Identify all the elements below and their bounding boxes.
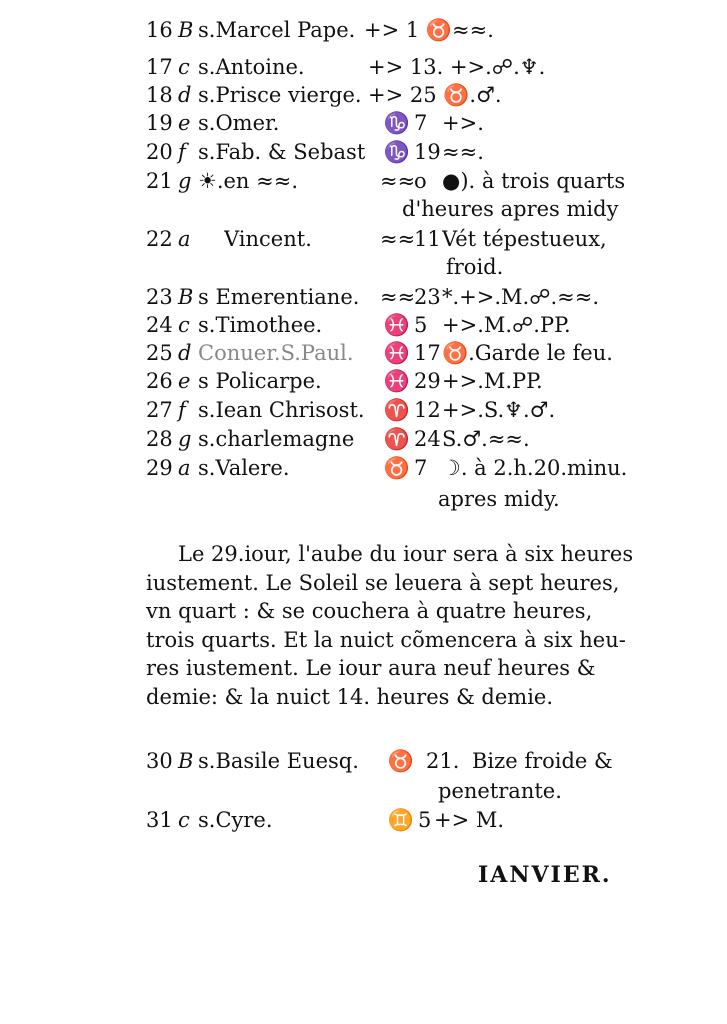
saint-name: s.Basile Euesq. [198,749,359,773]
calendar-row [146,453,666,483]
day-number: 26 [146,369,173,393]
degree: 5 [414,313,428,337]
saint-name: s Policarpe. [198,369,322,393]
calendar-row [146,424,666,454]
zodiac-sign: ≈≈ [380,285,416,309]
degree: 24 [414,427,441,451]
dominical-letter: d [178,83,192,107]
degree: 11 [414,227,441,251]
aspects: +>. [442,111,484,135]
saint-name: s.Prisce vierge. [198,83,362,107]
calendar-row [146,137,666,167]
calendar-row [146,366,666,396]
row-29-continuation: apres midy. [438,487,560,511]
row-30-continuation: penetrante. [438,779,562,803]
calendar-row [146,224,666,254]
saint-name: s.charlemagne [198,427,355,451]
calendar-row [146,746,666,776]
degree: 5 [418,808,432,832]
degree: 7 [414,111,428,135]
row-22-continuation: froid. [446,255,504,279]
dominical-letter: g [178,169,192,193]
zodiac-sign: ♉ [383,456,411,480]
dominical-letter: e [178,369,191,393]
aspects: S.♂.≈≈. [442,427,530,451]
degree: 17 [414,341,441,365]
day-number: 23 [146,285,173,309]
zodiac-sign: ♉ [387,749,415,773]
zodiac-sign: ♊ [387,808,415,832]
day-number: 28 [146,427,173,451]
aspects: ●). à trois quarts [442,169,626,193]
paragraph-line: Le 29.iour, l'aube du iour sera à six heures [178,542,634,566]
saint-name: ☀.en ≈≈. [198,169,298,193]
aspects: ≈≈. [442,140,484,164]
paragraph-line: iustement. Le Soleil se leuera à sept heures, [146,570,620,595]
zodiac-sign: ≈≈ [380,227,416,251]
aspects: +> 13. +>.☍.♆. [368,55,546,79]
aspects: Bize froide & [472,749,613,773]
dominical-letter: B [178,285,194,309]
degree: 23 [414,285,441,309]
dominical-letter: g [178,427,192,451]
aspects: +> 25 ♉.♂. [368,83,502,107]
zodiac-sign: ≈≈ [380,169,416,193]
saint-name: s Emerentiane. [198,285,360,309]
dominical-letter: B [178,749,194,773]
aspects: +> 1 ♉≈≈. [364,18,494,42]
degree: 21. [426,749,460,773]
zodiac-sign: ♈ [383,427,411,451]
saint-name: s.Iean Chrisost. [198,398,365,422]
calendar-row [146,805,666,835]
dominical-letter: c [178,808,190,832]
month-footer: IANVIER. [478,862,612,888]
aspects: ☽. à 2.h.20.minu. [442,456,628,480]
saint-name: s.Antoine. [198,55,305,79]
calendar-row [146,282,666,312]
zodiac-sign: ♑ [383,111,411,135]
dominical-letter: c [178,55,190,79]
row-21-continuation: d'heures apres midy [402,197,619,221]
dominical-letter: e [178,111,191,135]
zodiac-sign: ♈ [383,398,411,422]
aspects: +> M. [434,808,505,832]
saint-name: s.Fab. & Sebast [198,140,366,164]
degree: o [414,169,427,193]
saint-name: s.Valere. [198,456,290,480]
day-number: 31 [146,808,173,832]
aspects: Vét tépestueux, [442,227,607,251]
aspects: ♉.Garde le feu. [442,341,613,365]
degree: 12 [414,398,441,422]
day-number: 18 [146,83,173,107]
aspects: *.+>.M.☍.≈≈. [442,285,600,309]
aspects: +>.S.♆.♂. [442,398,556,422]
dominical-letter: B [178,18,194,42]
day-number: 25 [146,341,173,365]
degree: 29 [414,369,441,393]
calendar-row [146,52,666,82]
zodiac-sign: ♓ [383,369,411,393]
zodiac-sign: ♓ [383,341,411,365]
paragraph-line: trois quarts. Et la nuict cõmencera à six heu- [146,627,626,652]
calendar-row [146,338,666,368]
saint-name: s.Cyre. [198,808,273,832]
day-number: 17 [146,55,173,79]
degree: 7 [414,456,428,480]
aspects: +>.M.☍.PP. [442,313,571,337]
day-number: 21 [146,169,173,193]
aspects: +>.M.PP. [442,369,543,393]
dominical-letter: f [178,140,186,164]
day-number: 20 [146,140,173,164]
day-number: 24 [146,313,173,337]
calendar-row [146,310,666,340]
dominical-letter: a [178,456,191,480]
paragraph-line: demie: & la nuict 14. heures & demie. [146,684,554,709]
calendar-row [146,108,666,138]
day-number: 19 [146,111,173,135]
saint-name: Conuer.S.Paul. [198,341,354,365]
zodiac-sign: ♑ [383,140,411,164]
saint-name: s.Marcel Pape. [198,18,356,42]
paragraph-line: vn quart : & se couchera à quatre heures, [146,599,593,623]
calendar-row [146,80,666,110]
day-number: 27 [146,398,173,422]
day-number: 22 [146,227,173,251]
calendar-row [146,166,666,196]
day-number: 16 [146,18,173,42]
saint-name: s.Timothee. [198,313,323,337]
saint-name: s.Omer. [198,111,280,135]
daylight-paragraph [146,540,646,711]
degree: 19 [414,140,441,164]
dominical-letter: c [178,313,190,337]
day-number: 30 [146,749,173,773]
dominical-letter: a [178,227,191,251]
saint-name: Vincent. [224,227,312,251]
paragraph-line: res iustement. Le iour aura neuf heures & [146,656,596,680]
zodiac-sign: ♓ [383,313,411,337]
dominical-letter: f [178,398,186,422]
calendar-row [146,15,666,45]
dominical-letter: d [178,341,192,365]
calendar-row [146,395,666,425]
day-number: 29 [146,456,173,480]
